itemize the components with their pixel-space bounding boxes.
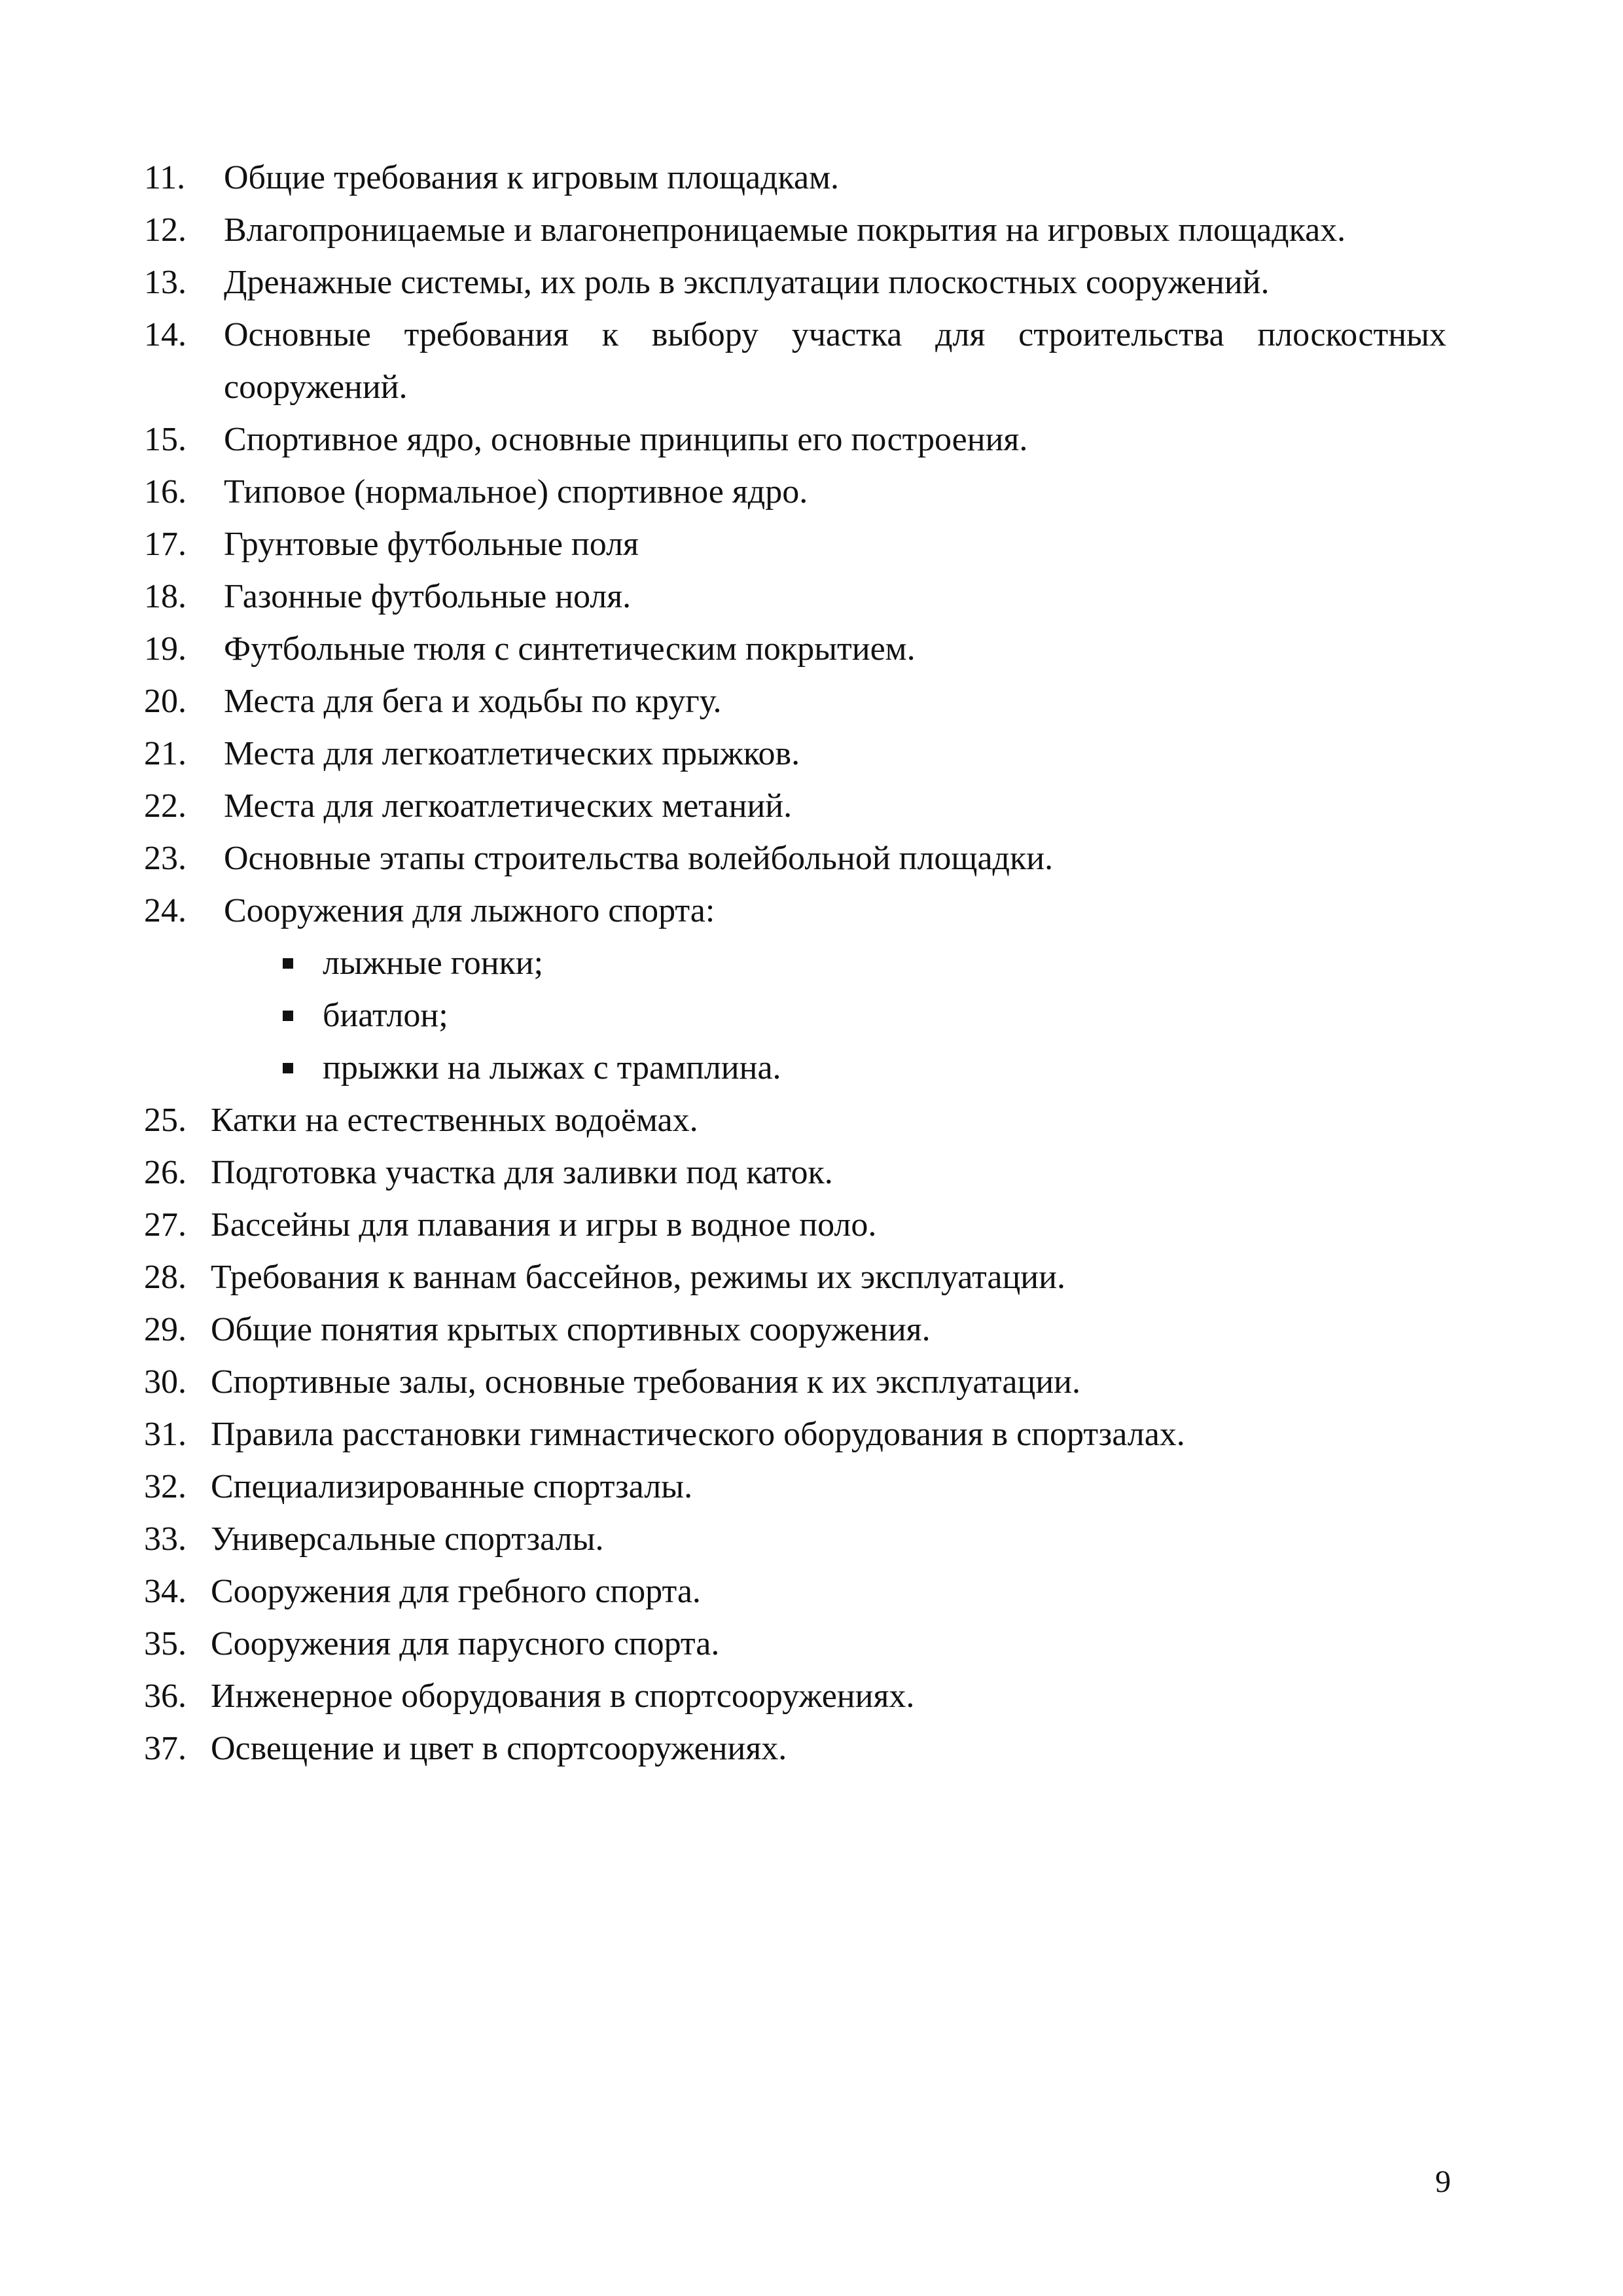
item-text: Сооружения для лыжного спорта: — [224, 892, 715, 929]
list-item — [144, 728, 1446, 780]
square-bullet-icon — [283, 1063, 293, 1073]
list-item — [144, 623, 1446, 675]
item-text: Газонные футбольные ноля. — [224, 578, 632, 615]
list-item — [144, 885, 1446, 937]
list-item — [144, 1723, 1446, 1775]
item-text: Основные этапы строительства волейбольной площадки. — [224, 840, 1054, 877]
item-number: 13. — [144, 264, 187, 301]
item-number: 24. — [144, 892, 187, 929]
list-item — [144, 414, 1446, 466]
list-item — [144, 1147, 1446, 1199]
list-item — [144, 1408, 1446, 1461]
item-text: Основные требования к выбору участка для строительства плоскостных сооружений. — [224, 316, 1446, 406]
item-number: 33. — [144, 1520, 187, 1558]
item-number: 29. — [144, 1311, 187, 1348]
sub-list-item — [144, 1042, 1446, 1094]
sub-item-text: биатлон; — [323, 997, 448, 1034]
item-text: Места для бега и ходьбы по кругу. — [224, 683, 722, 720]
item-text: Сооружения для парусного спорта. — [211, 1625, 720, 1662]
item-text: Специализированные спортзалы. — [211, 1468, 693, 1505]
list-item — [144, 1356, 1446, 1408]
item-text: Общие понятия крытых спортивных сооружения. — [211, 1311, 931, 1348]
item-number: 28. — [144, 1259, 187, 1296]
item-text: Спортивное ядро, основные принципы его построения. — [224, 421, 1028, 458]
item-text: Места для легкоатлетических метаний. — [224, 787, 793, 825]
list-item — [144, 1461, 1446, 1513]
square-bullet-icon — [283, 1011, 293, 1021]
item-text: Места для легкоатлетических прыжков. — [224, 735, 800, 772]
list-item — [144, 1094, 1446, 1147]
list-item — [144, 204, 1446, 257]
item-number: 25. — [144, 1102, 187, 1139]
item-number: 26. — [144, 1154, 187, 1191]
item-text: Влагопроницаемые и влагонепроницаемые покрытия на игровых площадках. — [224, 211, 1346, 249]
item-number: 23. — [144, 840, 187, 877]
item-number: 16. — [144, 473, 187, 511]
list-item — [144, 675, 1446, 728]
item-text: Сооружения для гребного спорта. — [211, 1573, 701, 1610]
sub-list-item — [144, 937, 1446, 990]
list-item — [144, 152, 1446, 204]
item-text: Правила расстановки гимнастического оборудования в спортзалах. — [211, 1416, 1185, 1453]
item-number: 11. — [144, 159, 186, 196]
item-number: 27. — [144, 1206, 187, 1244]
item-text: Инженерное оборудования в спортсооружениях. — [211, 1677, 915, 1715]
item-text: Освещение и цвет в спортсооружениях. — [211, 1730, 787, 1767]
item-text: Типовое (нормальное) спортивное ядро. — [224, 473, 808, 511]
item-text: Требования к ваннам бассейнов, режимы их эксплуатации. — [211, 1259, 1065, 1296]
item-number: 15. — [144, 421, 187, 458]
item-text: Катки на естественных водоёмах. — [211, 1102, 698, 1139]
question-list — [144, 152, 1446, 1775]
list-item — [144, 1670, 1446, 1723]
list-item — [144, 257, 1446, 309]
item-number: 31. — [144, 1416, 187, 1453]
square-bullet-icon — [283, 958, 293, 969]
item-number: 37. — [144, 1730, 187, 1767]
item-number: 30. — [144, 1363, 187, 1401]
list-item — [144, 780, 1446, 833]
sub-list-item — [144, 990, 1446, 1042]
item-number: 17. — [144, 526, 187, 563]
item-text: Общие требования к игровым площадкам. — [224, 159, 840, 196]
sub-item-text: прыжки на лыжах с трамплина. — [323, 1049, 781, 1086]
list-item — [144, 1304, 1446, 1356]
list-item — [144, 1199, 1446, 1251]
list-item — [144, 833, 1446, 885]
item-number: 21. — [144, 735, 187, 772]
item-text: Грунтовые футбольные поля — [224, 526, 639, 563]
list-item — [144, 571, 1446, 623]
item-number: 22. — [144, 787, 187, 825]
item-text: Подготовка участка для заливки под каток. — [211, 1154, 833, 1191]
item-text: Футбольные тюля с синтетическим покрытием. — [224, 630, 916, 668]
item-text: Универсальные спортзалы. — [211, 1520, 604, 1558]
item-number: 32. — [144, 1468, 187, 1505]
item-number: 36. — [144, 1677, 187, 1715]
item-number: 20. — [144, 683, 187, 720]
list-item — [144, 518, 1446, 571]
item-text: Бассейны для плавания и игры в водное поло. — [211, 1206, 877, 1244]
list-item — [144, 1513, 1446, 1566]
item-number: 14. — [144, 316, 187, 353]
item-number: 12. — [144, 211, 187, 249]
item-text: Спортивные залы, основные требования к их эксплуатации. — [211, 1363, 1080, 1401]
page-number: 9 — [1435, 2164, 1451, 2199]
list-item — [144, 309, 1446, 414]
item-number: 19. — [144, 630, 187, 668]
list-item — [144, 1618, 1446, 1670]
sub-item-text: лыжные гонки; — [323, 944, 544, 982]
item-text: Дренажные системы, их роль в эксплуатации плоскостных сооружений. — [224, 264, 1270, 301]
list-item — [144, 466, 1446, 518]
list-item — [144, 1251, 1446, 1304]
item-number: 34. — [144, 1573, 187, 1610]
list-item — [144, 1566, 1446, 1618]
item-number: 18. — [144, 578, 187, 615]
item-number: 35. — [144, 1625, 187, 1662]
